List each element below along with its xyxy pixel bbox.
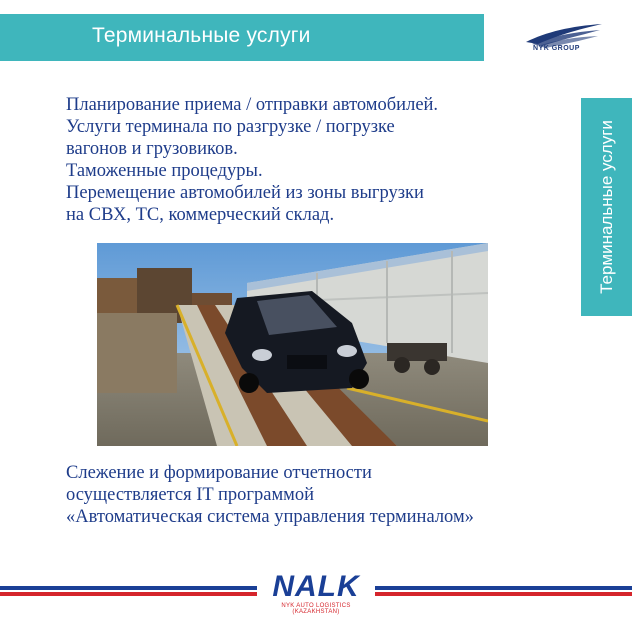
outro-line: осуществляется IT программой [66,485,315,505]
intro-line: вагонов и грузовиков. [66,139,238,159]
outro-line: Слежение и формирование отчетности [66,463,372,483]
nyk-logo-icon [516,20,606,60]
intro-line: Планирование приема / отправки автомобилей. [66,95,439,115]
intro-text [66,94,566,226]
page-title: Терминальные услуги [92,24,311,47]
nalk-logo [257,570,375,616]
header-band [0,14,484,61]
side-tab-label: Терминальные услуги [596,120,616,294]
nalk-subtitle: NYK AUTO LOGISTICS (KAZAKHSTAN) [281,603,351,615]
intro-line: Услуги терминала по разгрузке / погрузке [66,117,395,137]
terminal-photo [97,243,488,446]
nyk-group-label: NYK GROUP [533,45,580,52]
outro-text [66,462,586,528]
nalk-wordmark: NALK [272,570,360,603]
intro-line: Перемещение автомобилей из зоны выгрузки [66,183,424,203]
intro-line: на СВХ, ТС, коммерческий склад. [66,205,335,225]
side-tab [581,98,632,316]
intro-line: Таможенные процедуры. [66,161,263,181]
outro-line: «Автоматическая система управления терминалом» [66,507,474,527]
